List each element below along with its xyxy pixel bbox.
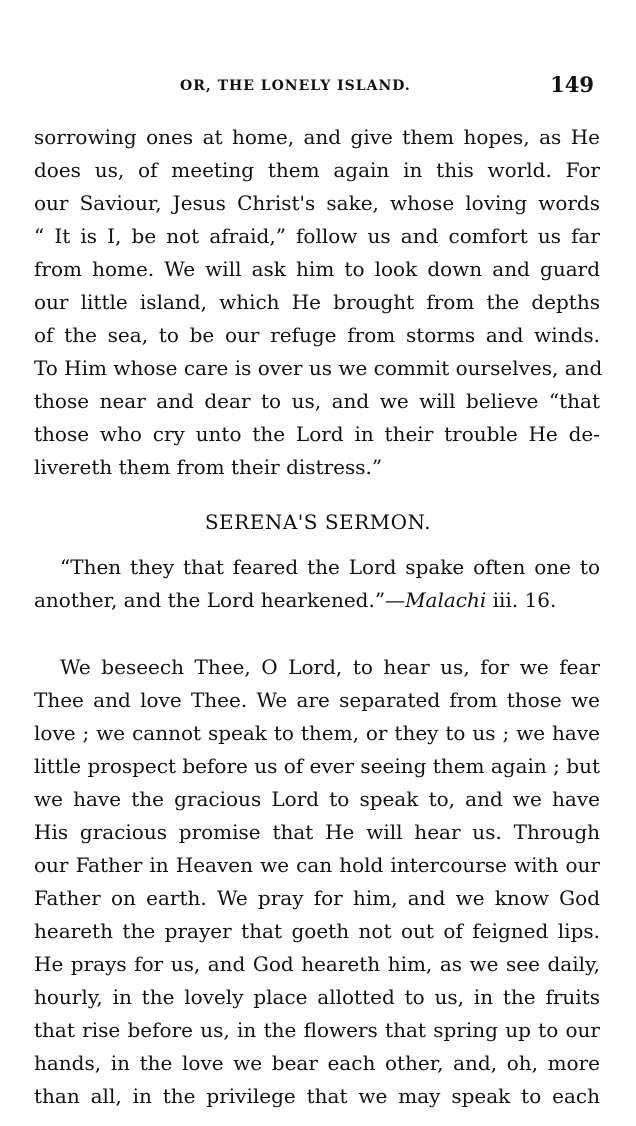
text-line: love ; we cannot speak to them, or they to us ; we have	[34, 721, 600, 745]
epigraph-source: Malachi	[405, 588, 487, 612]
text-line: those near and dear to us, and we will believe “that	[34, 389, 600, 413]
text-line: we have the gracious Lord to speak to, and we have	[34, 787, 600, 811]
epigraph-citation-line	[34, 584, 600, 617]
text-line: heareth the prayer that goeth not out of feigned lips.	[34, 919, 600, 943]
text-line: We beseech Thee, O Lord, to hear us, for we fear	[60, 655, 600, 679]
section-heading: SERENA'S SERMON.	[204, 510, 432, 534]
text-line: livereth them from their distress.”	[34, 455, 383, 479]
text-line: than all, in the privilege that we may speak to each	[34, 1084, 600, 1108]
text-line: hourly, in the lovely place allotted to us, in the fruits	[34, 985, 600, 1009]
text-line: our little island, which He brought from the depths	[34, 290, 600, 314]
text-line: from home. We will ask him to look down and guard	[34, 257, 600, 281]
running-title: OR, THE LONELY ISLAND.	[180, 78, 411, 94]
text-line: His gracious promise that He will hear us. Through	[34, 820, 600, 844]
text-line: Father on earth. We pray for him, and we know God	[34, 886, 600, 910]
text-line: “ It is I, be not afraid,” follow us and comfort us far	[34, 224, 600, 248]
text-line: little prospect before us of ever seeing them again ; but	[34, 754, 600, 778]
epigraph-reference: iii. 16.	[486, 588, 557, 612]
text-line: To Him whose care is over us we commit ourselves, and	[34, 356, 603, 380]
text-line: Thee and love Thee. We are separated from those we	[34, 688, 600, 712]
text-line: of the sea, to be our refuge from storms and winds.	[34, 323, 600, 347]
epigraph-text: another, and the Lord hearkened.”—	[34, 588, 406, 612]
epigraph-line: “Then they that feared the Lord spake often one to	[60, 555, 600, 579]
text-line: our Saviour, Jesus Christ's sake, whose loving words	[34, 191, 600, 215]
text-line: hands, in the love we bear each other, and, oh, more	[34, 1051, 600, 1075]
text-line: those who cry unto the Lord in their trouble He de-	[34, 422, 600, 446]
text-line: that rise before us, in the flowers that spring up to our	[34, 1018, 600, 1042]
text-line: our Father in Heaven we can hold intercourse with our	[34, 853, 600, 877]
text-line: He prays for us, and God heareth him, as we see daily,	[34, 952, 600, 976]
page-number: 149	[550, 72, 594, 97]
text-line: sorrowing ones at home, and give them hopes, as He	[34, 125, 600, 149]
text-line: does us, of meeting them again in this world. For	[34, 158, 600, 182]
